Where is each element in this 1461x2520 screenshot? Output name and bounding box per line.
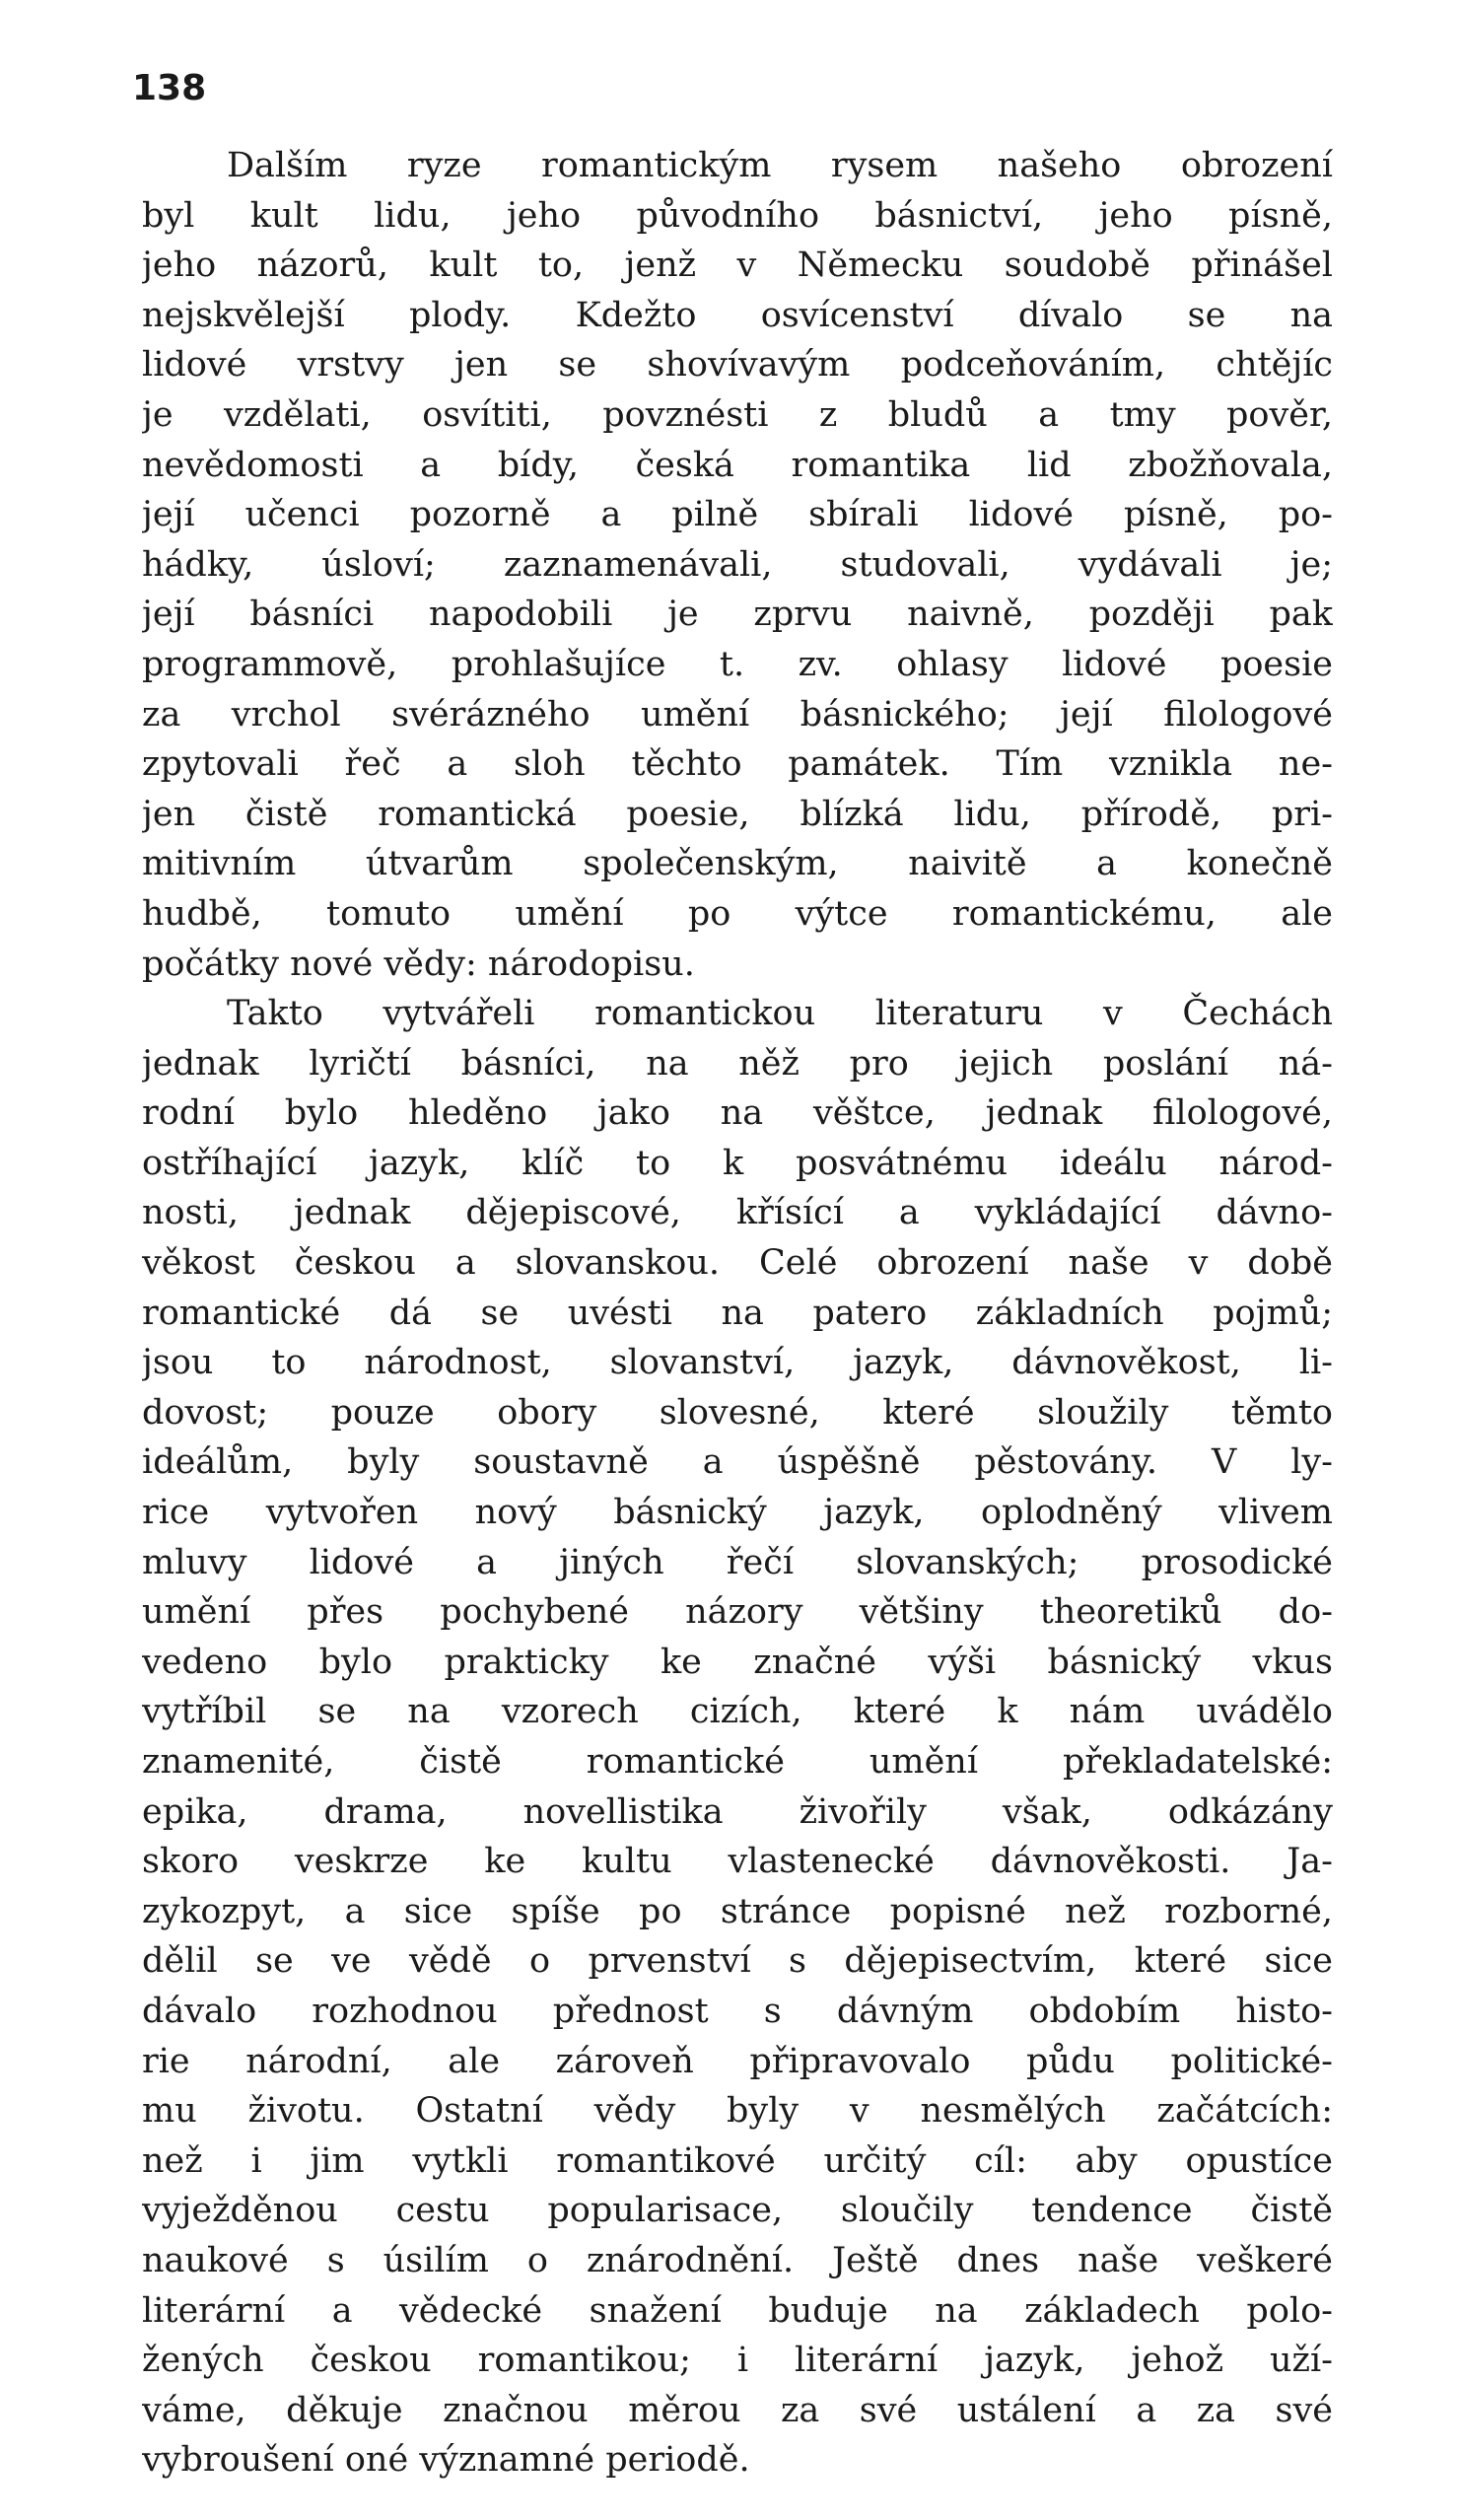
text-line: ostříhající jazyk, klíč to k posvátnému ideálu národ- xyxy=(142,1143,1333,1183)
page-number: 138 xyxy=(132,68,207,108)
text-line: vybroušení oné významné periodě. xyxy=(142,2440,750,2481)
text-line: rodní bylo hleděno jako na věštce, jednak filologové, xyxy=(142,1093,1333,1134)
text-line: epika, drama, novellistika živořily však, odkázány xyxy=(142,1791,1333,1832)
paragraph xyxy=(142,989,1333,2485)
text-line: jeho názorů, kult to, jenž v Německu soudobě přinášel xyxy=(142,245,1333,286)
text-line: její učenci pozorně a pilně sbírali lidové písně, po- xyxy=(142,495,1333,535)
text-line: její básníci napodobili je zprvu naivně, později pak xyxy=(142,595,1333,635)
text-line: žených českou romantikou; i literární jazyk, jehož uží- xyxy=(142,2341,1333,2381)
paragraph xyxy=(142,141,1333,989)
text-line: programmově, prohlašujíce t. zv. ohlasy lidové poesie xyxy=(142,644,1333,684)
text-line: znamenité, čistě romantické umění překladatelské: xyxy=(142,1742,1333,1782)
text-line: umění přes pochybené názory většiny theoretiků do- xyxy=(142,1592,1333,1633)
text-line: váme, děkuje značnou měrou za své ustálení a za své xyxy=(142,2390,1333,2430)
text-line: zykozpyt, a sice spíše po stránce popisné než rozborné, xyxy=(142,1891,1333,1931)
text-line: lidové vrstvy jen se shovívavým podceňováním, chtějíc xyxy=(142,345,1333,385)
text-line: byl kult lidu, jeho původního básnictví, jeho písně, xyxy=(142,195,1333,236)
body-text xyxy=(142,141,1333,2485)
text-line: dělil se ve vědě o prvenství s dějepisectvím, které sice xyxy=(142,1941,1333,1982)
text-line: nosti, jednak dějepiscové, křísící a vykládající dávno- xyxy=(142,1193,1333,1233)
text-line: rie národní, ale zároveň připravovalo půdu politické- xyxy=(142,2041,1333,2081)
text-line: zpytovali řeč a sloh těchto památek. Tím vznikla ne- xyxy=(142,744,1333,785)
text-line: Dalším ryze romantickým rysem našeho obrození xyxy=(227,146,1333,185)
text-line: ideálům, byly soustavně a úspěšně pěstovány. V ly- xyxy=(142,1442,1333,1483)
text-line: vedeno bylo prakticky ke značné výši básnický vkus xyxy=(142,1642,1333,1682)
text-line: Takto vytvářeli romantickou literaturu v Čechách xyxy=(227,994,1333,1034)
text-line: jednak lyričtí básníci, na něž pro jejich poslání ná- xyxy=(142,1043,1333,1084)
text-line: jen čistě romantická poesie, blízká lidu, přírodě, pri- xyxy=(142,794,1333,834)
text-line: je vzdělati, osvítiti, povznésti z bludů a tmy pověr, xyxy=(142,394,1333,435)
text-line: skoro veskrze ke kultu vlastenecké dávnověkosti. Ja- xyxy=(142,1842,1333,1882)
text-line: počátky nové vědy: národopisu. xyxy=(142,944,695,984)
text-line: mu životu. Ostatní vědy byly v nesmělých začátcích: xyxy=(142,2091,1333,2132)
text-line: mluvy lidové a jiných řečí slovanských; prosodické xyxy=(142,1542,1333,1582)
text-line: mitivním útvarům společenským, naivitě a konečně xyxy=(142,844,1333,884)
text-line: naukové s úsilím o znárodnění. Ještě dnes naše veškeré xyxy=(142,2240,1333,2280)
text-line: hudbě, tomuto umění po výtce romantickému, ale xyxy=(142,893,1333,934)
text-line: dávalo rozhodnou přednost s dávným obdobím histo- xyxy=(142,1991,1333,2031)
text-line: nevědomosti a bídy, česká romantika lid zbožňovala, xyxy=(142,445,1333,485)
text-line: hádky, úsloví; zaznamenávali, studovali, vydávali je; xyxy=(142,544,1333,585)
text-line: rice vytvořen nový básnický jazyk, oplodněný vlivem xyxy=(142,1493,1333,1533)
text-line: vyježděnou cestu popularisace, sloučily tendence čistě xyxy=(142,2191,1333,2231)
text-line: dovost; pouze obory slovesné, které sloužily těmto xyxy=(142,1392,1333,1433)
text-line: vytříbil se na vzorech cizích, které k nám uvádělo xyxy=(142,1692,1333,1732)
text-line: literární a vědecké snažení buduje na základech polo- xyxy=(142,2290,1333,2331)
text-line: než i jim vytkli romantikové určitý cíl: aby opustíce xyxy=(142,2140,1333,2181)
text-line: nejskvělejší plody. Kdežto osvícenství dívalo se na xyxy=(142,295,1333,335)
text-line: jsou to národnost, slovanství, jazyk, dávnověkost, li- xyxy=(142,1343,1333,1383)
text-line: věkost českou a slovanskou. Celé obrození naše v době xyxy=(142,1243,1333,1284)
text-line: za vrchol svérázného umění básnického; její filologové xyxy=(142,694,1333,735)
text-line: romantické dá se uvésti na patero základních pojmů; xyxy=(142,1293,1333,1333)
